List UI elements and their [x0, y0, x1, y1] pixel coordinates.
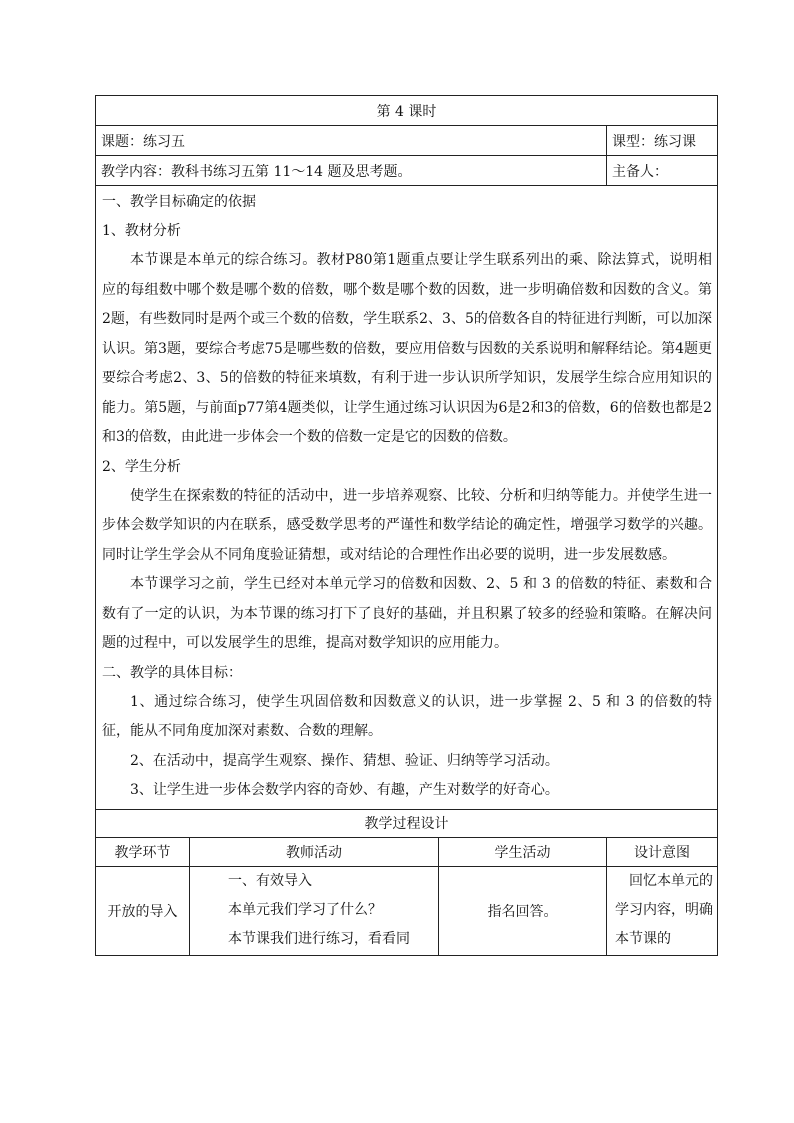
student-activity-cell: 指名回答。	[439, 866, 607, 955]
student-analysis-paragraph-1: 使学生在探索数的特征的活动中，进一步培养观察、比较、分析和归纳等能力。并使学生进一步体会数学知识的内在联系，感受数学思考的严谨性和数学结论的确定性，增强学习数学的兴趣。同时让学生学会从不同角度验证猜想，或对结论的合理性作出必要的说明，进一步发展数感。	[102, 487, 713, 563]
objectives-section	[96, 186, 718, 810]
goal-2: 2、在活动中，提高学生观察、操作、猜想、验证、归纳等学习活动。	[130, 752, 559, 769]
lesson-number: 第 4 课时	[96, 96, 718, 126]
goal-3: 3、让学生进一步体会数学内容的奇妙、有趣，产生对数学的好奇心。	[130, 782, 559, 798]
design-intent-cell	[607, 866, 718, 955]
teaching-content: 教学内容：教科书练习五第 11～14 题及思考题。	[96, 156, 607, 186]
goal-1: 1、通过综合练习，使学生巩固倍数和因数意义的认识，进一步掌握 2、5 和 3 的倍数的特征，能从不同角度加深对素数、合数的理解。	[102, 693, 713, 739]
design-intent-text: 回忆本单元的学习内容，明确本节课的	[615, 873, 713, 947]
teacher-line-1: 一、有效导入	[228, 873, 312, 889]
header-stage: 教学环节	[96, 837, 190, 866]
teacher-activity-cell	[190, 866, 439, 955]
textbook-analysis-paragraph: 本节课是本单元的综合练习。教材P80第1题重点要让学生联系列出的乘、除法算式，说明相应的每组数中哪个数是哪个数的倍数，哪个数是哪个数的因数，进一步明确倍数和因数的含义。第2题，有些数同时是两个或三个数的倍数，学生联系2、3、5的倍数各自的特征进行判断，可以加深认识。第3题，要综合考虑75是哪些数的倍数，要应用倍数与因数的关系说明和解释结论。第4题更要综合考虑2、3、5的倍数的特征来填数，有利于进一步认识所学知识，发展学生综合应用知识的能力。第5题，与前面p77第4题类似，让学生通过练习认识因为6是2和3的倍数，6的倍数也都是2和3的倍数，由此进一步体会一个数的倍数一定是它的因数的倍数。	[102, 252, 713, 445]
stage-cell: 开放的导入	[96, 866, 190, 955]
process-design-title: 教学过程设计	[96, 809, 718, 837]
lesson-plan-document	[95, 95, 717, 956]
header-design-intent: 设计意图	[607, 837, 718, 866]
lesson-type: 课型：练习课	[607, 126, 718, 156]
table-row	[96, 866, 718, 955]
preparer: 主备人：	[607, 156, 718, 186]
subsection-student-analysis: 2、学生分析	[102, 458, 181, 475]
section-title-goals: 二、教学的具体目标：	[102, 664, 242, 681]
lesson-topic: 课题：练习五	[96, 126, 607, 156]
subsection-textbook-analysis: 1、教材分析	[102, 223, 181, 239]
student-analysis-paragraph-2: 本节课学习之前，学生已经对本单元学习的倍数和因数、2、5 和 3 的倍数的特征、素数和合数有了一定的认识，为本节课的练习打下了良好的基础，并且积累了较多的经验和策略。在解决问题的过程中，可以发展学生的思维，提高对数学知识的应用能力。	[102, 576, 713, 651]
section-title-basis: 一、教学目标确定的依据	[102, 194, 256, 210]
lesson-plan-table	[95, 95, 718, 956]
teacher-line-3: 本节课我们进行练习，看看同	[228, 931, 410, 947]
header-student-activity: 学生活动	[439, 837, 607, 866]
header-teacher-activity: 教师活动	[190, 837, 439, 866]
teacher-line-2: 本单元我们学习了什么？	[228, 902, 382, 918]
